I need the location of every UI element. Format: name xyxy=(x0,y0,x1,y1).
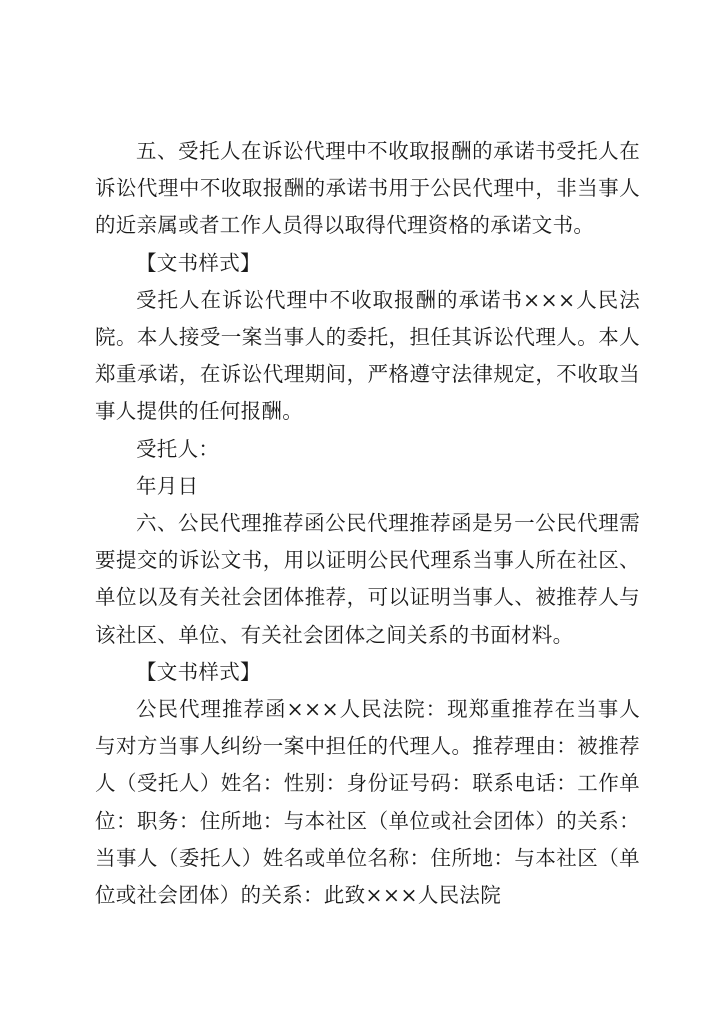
paragraph-recommendation-letter: 公民代理推荐函×××人民法院：现郑重推荐在当事人与对方当事人纠纷一案中担任的代理人。推荐理由：被推荐人（受托人）姓名：性别：身份证号码：联系电话：工作单位：职务：住所地：与本社区（单位或社会团体）的关系：当事人（委托人）姓名或单位名称：住所地：与本社区（单位或社会团体）的关系：此致×××人民法院 xyxy=(95,697,640,908)
paragraph-section-five: 五、受托人在诉讼代理中不收取报酬的承诺书受托人在诉讼代理中不收取报酬的承诺书用于公民代理中，非当事人的近亲属或者工作人员得以取得代理资格的承诺文书。 xyxy=(95,139,640,238)
paragraph-commitment-letter: 受托人在诉讼代理中不收取报酬的承诺书×××人民法院。本人接受一案当事人的委托，担任其诉讼代理人。本人郑重承诺，在诉讼代理期间，严格遵守法律规定，不收取当事人提供的任何报酬。 xyxy=(95,287,640,424)
paragraph-format-heading-2: 【文书样式】 xyxy=(136,659,261,684)
paragraph-trustee-signature: 受托人： xyxy=(136,436,220,461)
document-body xyxy=(95,133,640,914)
paragraph-date: 年月日 xyxy=(136,473,199,498)
paragraph-format-heading: 【文书样式】 xyxy=(136,250,261,275)
paragraph-section-six: 六、公民代理推荐函公民代理推荐函是另一公民代理需要提交的诉讼文书，用以证明公民代理系当事人所在社区、单位以及有关社会团体推荐，可以证明当事人、被推荐人与该社区、单位、有关社会团体之间关系的书面材料。 xyxy=(95,511,640,647)
